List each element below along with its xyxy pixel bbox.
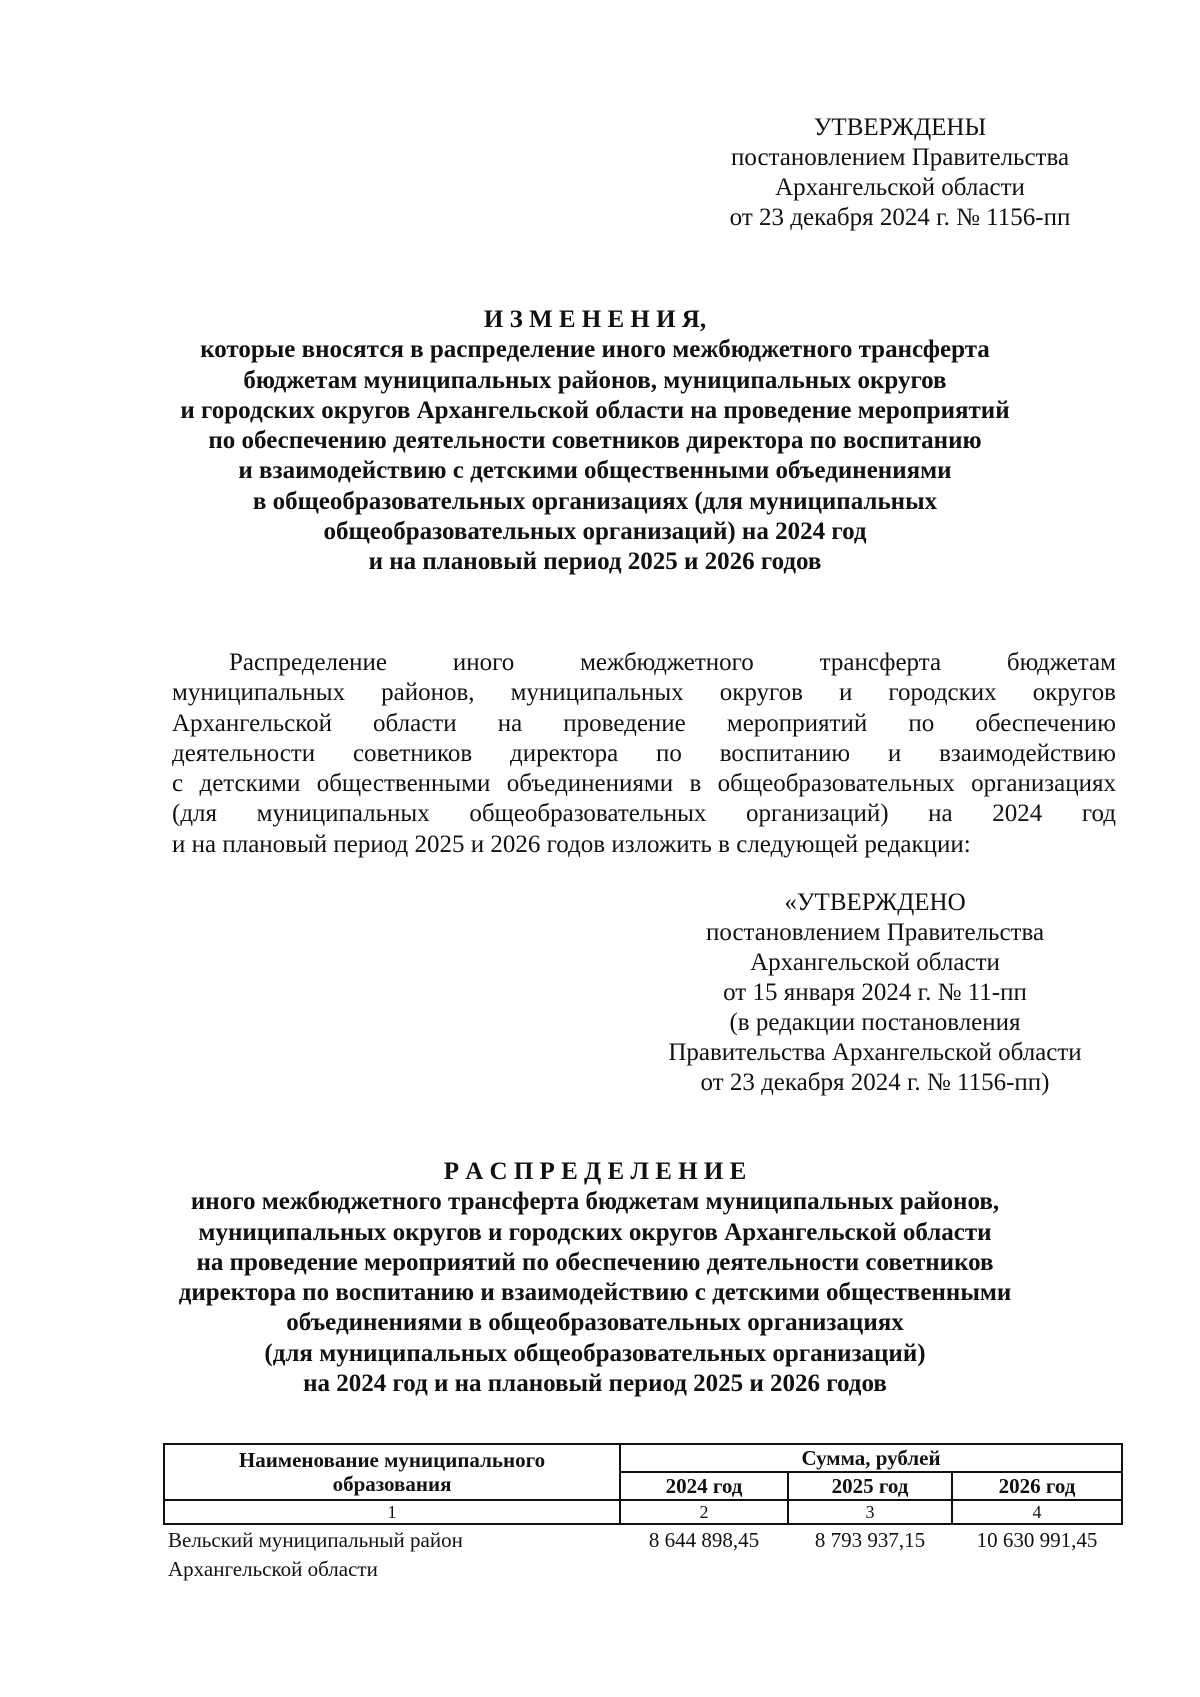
paragraph-word: (для bbox=[172, 800, 218, 828]
table-row bbox=[164, 1524, 1122, 1584]
approval-line: Архангельской области bbox=[775, 174, 1025, 201]
heading-line: муниципальных округов и городских округов Архангельской области bbox=[198, 1218, 992, 1246]
paragraph-line bbox=[172, 678, 1116, 708]
approval-stamp-quoted bbox=[630, 888, 1120, 1098]
header-name-line: образования bbox=[332, 1472, 452, 1496]
heading-line: и взаимодействию с детскими общественными объединениями bbox=[238, 457, 952, 485]
column-number: 1 bbox=[164, 1500, 620, 1524]
approval-line: Правительства Архангельской области bbox=[668, 1039, 1082, 1066]
paragraph-word: иного bbox=[452, 649, 515, 676]
paragraph-word: муниципальных bbox=[256, 800, 430, 828]
heading-line: бюджетам муниципальных районов, муниципальных округов bbox=[243, 366, 947, 394]
paragraph-line bbox=[172, 769, 1116, 799]
municipality-name bbox=[164, 1524, 620, 1584]
paragraph-word: на bbox=[497, 709, 523, 737]
paragraph-word: 2024 bbox=[992, 800, 1043, 828]
approval-line: постановлением Правительства bbox=[705, 919, 1045, 946]
municipality-name-line: Вельский муниципальный район bbox=[168, 1528, 463, 1552]
paragraph-word: с bbox=[172, 770, 184, 798]
paragraph-word: год bbox=[1081, 800, 1116, 828]
approval-line: от 23 декабря 2024 г. № 1156-пп bbox=[729, 204, 1071, 231]
column-number-row bbox=[164, 1500, 1122, 1524]
paragraph-word: муниципальных bbox=[510, 679, 684, 707]
paragraph-word: проведение bbox=[563, 709, 686, 737]
amount-2025: 8 793 937,15 bbox=[814, 1528, 926, 1552]
paragraph-word: деятельности bbox=[172, 739, 316, 767]
approval-line: Архангельской области bbox=[750, 949, 1000, 976]
distribution-table-wrapper bbox=[163, 1443, 1121, 1584]
paragraph-word: Распределение bbox=[229, 649, 387, 676]
paragraph-word: обеспечению bbox=[975, 709, 1116, 737]
paragraph-word: на bbox=[928, 800, 953, 828]
paragraph-word: и на плановый период 2025 и 2026 годов изложить в следующей редакции: bbox=[172, 830, 971, 858]
paragraph-word: объединениями bbox=[506, 770, 674, 798]
paragraph-word: по bbox=[655, 739, 682, 767]
paragraph-word: трансферта bbox=[819, 649, 942, 676]
header-municipality bbox=[164, 1444, 620, 1500]
heading-line: общеобразовательных организаций) на 2024 год bbox=[323, 518, 867, 546]
paragraph-word: по bbox=[908, 709, 935, 737]
approval-line: от 15 января 2024 г. № 11-пп bbox=[723, 979, 1027, 1006]
paragraph-word: районов, bbox=[381, 679, 475, 707]
column-number: 3 bbox=[788, 1500, 952, 1524]
heading-line: которые вносятся в распределение иного межбюджетного трансферта bbox=[200, 336, 990, 364]
heading-line: на проведение мероприятий по обеспечению деятельности советников bbox=[196, 1248, 994, 1276]
paragraph-word: советников bbox=[352, 739, 473, 767]
paragraph-word: организациях bbox=[971, 770, 1116, 798]
approval-line: от 23 декабря 2024 г. № 1156-пп) bbox=[700, 1069, 1050, 1096]
paragraph-word: общественными bbox=[316, 770, 491, 798]
paragraph-word: взаимодействию bbox=[939, 739, 1116, 767]
paragraph-line bbox=[172, 799, 1116, 829]
heading-line: и городских округов Архангельской области на проведение мероприятий bbox=[180, 396, 1010, 424]
paragraph-word: директора bbox=[509, 739, 619, 767]
paragraph-word: округов bbox=[1032, 679, 1116, 707]
column-number: 4 bbox=[952, 1500, 1122, 1524]
distribution-title: Р А С П Р Е Д Е Л Е Н И Е bbox=[443, 1158, 747, 1185]
paragraph-word: воспитанию bbox=[719, 739, 851, 767]
heading-line: в общеобразовательных организациях (для муниципальных bbox=[252, 487, 938, 515]
changes-title: И З М Е Н Е Н И Я, bbox=[483, 306, 707, 333]
header-name-line: Наименование муниципального bbox=[238, 1448, 546, 1472]
heading-line: на 2024 год и на плановый период 2025 и 2026 годов bbox=[303, 1370, 887, 1398]
paragraph-word: и bbox=[887, 739, 902, 767]
paragraph-word: бюджетам bbox=[1006, 649, 1116, 676]
paragraph-word: общеобразовательных bbox=[469, 800, 707, 828]
approval-line: УТВЕРЖДЕНЫ bbox=[813, 114, 987, 141]
heading-line: иного межбюджетного трансферта бюджетам муниципальных районов, bbox=[190, 1188, 1000, 1216]
intro-paragraph bbox=[172, 648, 1116, 860]
paragraph-word: детскими bbox=[199, 770, 301, 798]
heading-line: и на плановый период 2025 и 2026 годов bbox=[368, 548, 822, 576]
paragraph-word: городских bbox=[888, 679, 997, 707]
distribution-table bbox=[163, 1443, 1123, 1584]
column-number: 2 bbox=[620, 1500, 788, 1524]
paragraph-line bbox=[172, 739, 1116, 769]
paragraph-word: организаций) bbox=[746, 800, 889, 828]
paragraph-word: области bbox=[373, 709, 457, 737]
header-year-2025: 2025 год bbox=[788, 1472, 952, 1500]
amount-2026: 10 630 991,45 bbox=[976, 1528, 1098, 1552]
paragraph-line bbox=[172, 709, 1116, 739]
paragraph-line bbox=[172, 648, 1116, 678]
heading-line: объединениями в общеобразовательных организациях bbox=[286, 1309, 904, 1337]
heading-line: по обеспечению деятельности советников директора по воспитанию bbox=[208, 427, 982, 455]
heading-line: директора по воспитанию и взаимодействию с детскими общественными bbox=[178, 1279, 1012, 1307]
paragraph-word: межбюджетного bbox=[580, 649, 754, 676]
paragraph-word: и bbox=[839, 679, 853, 707]
paragraph-word: мероприятий bbox=[726, 709, 868, 737]
municipality-name-line: Архангельской области bbox=[168, 1557, 378, 1581]
paragraph-line bbox=[172, 830, 1116, 860]
approval-line: «УТВЕРЖДЕНО bbox=[784, 889, 966, 916]
approval-line: постановлением Правительства bbox=[730, 144, 1070, 171]
paragraph-word: в bbox=[689, 770, 702, 798]
header-sum: Сумма, рублей bbox=[620, 1444, 1122, 1472]
header-year-2024: 2024 год bbox=[620, 1472, 788, 1500]
amount-2024: 8 644 898,45 bbox=[648, 1528, 760, 1552]
paragraph-word: общеобразовательных bbox=[717, 770, 955, 798]
approval-line: (в редакции постановления bbox=[729, 1009, 1021, 1036]
heading-line: (для муниципальных общеобразовательных организаций) bbox=[264, 1339, 926, 1367]
approval-stamp-top bbox=[700, 113, 1100, 233]
paragraph-word: округов bbox=[719, 679, 803, 707]
paragraph-word: муниципальных bbox=[172, 679, 346, 707]
distribution-heading bbox=[150, 1157, 1040, 1399]
header-year-2026: 2026 год bbox=[952, 1472, 1122, 1500]
paragraph-word: Архангельской bbox=[172, 709, 332, 737]
table-header-row bbox=[164, 1444, 1122, 1472]
changes-heading bbox=[150, 305, 1040, 578]
